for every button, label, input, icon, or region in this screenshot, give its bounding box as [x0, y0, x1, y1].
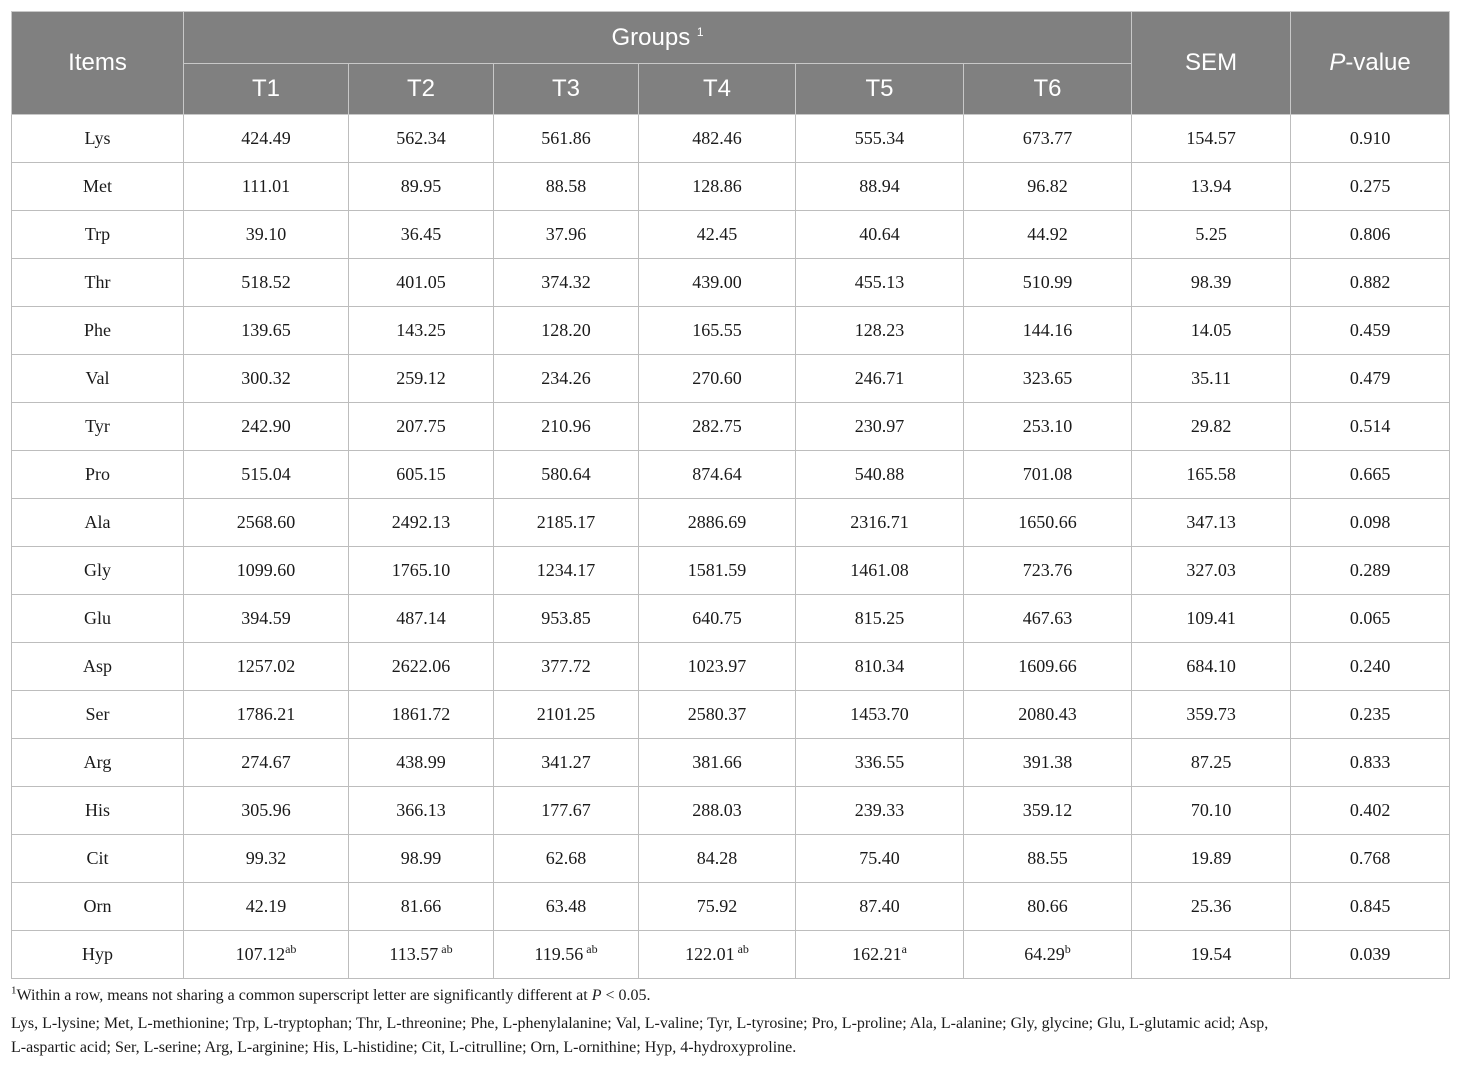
- value-cell: 605.15: [349, 451, 494, 499]
- value-cell: 81.66: [349, 883, 494, 931]
- item-cell: Val: [12, 355, 184, 403]
- value-cell: 239.33: [796, 787, 964, 835]
- value-cell: 515.04: [184, 451, 349, 499]
- footnote-superscript: 1: [11, 984, 17, 997]
- value-cell: 953.85: [494, 595, 639, 643]
- significance-superscript: b: [1064, 942, 1071, 956]
- header-row-top: [12, 12, 1450, 64]
- footnote-abbreviations-line1: Lys, L-lysine; Met, L-methionine; Trp, L-tryptophan; Thr, L-threonine; Phe, L-phenylalanine; Val, L-valine; Tyr, L-tyrosine; Pro, L-proline; Ala, L-alanine; Gly, glycine; Glu, L-glutamic acid; Asp,: [11, 1015, 1269, 1032]
- value-cell: 42.45: [639, 211, 796, 259]
- value-cell: 377.72: [494, 643, 639, 691]
- p-value-cell: 0.289: [1291, 547, 1450, 595]
- p-value-cell: 0.910: [1291, 115, 1450, 163]
- table-body: [12, 115, 1450, 979]
- footnote-text-b: < 0.05.: [601, 987, 651, 1004]
- p-value-cell: 0.665: [1291, 451, 1450, 499]
- table-row: [12, 211, 1450, 259]
- col-header-t4: T4: [639, 64, 796, 115]
- value-cell: 75.40: [796, 835, 964, 883]
- value-cell: 1786.21: [184, 691, 349, 739]
- items-header: Items: [12, 12, 184, 115]
- value-cell: [796, 931, 964, 979]
- item-cell: Tyr: [12, 403, 184, 451]
- value-cell: 815.25: [796, 595, 964, 643]
- value-cell: 336.55: [796, 739, 964, 787]
- value-text: 162.21: [852, 944, 902, 964]
- col-header-t3: T3: [494, 64, 639, 115]
- value-cell: 374.32: [494, 259, 639, 307]
- footnote-significance: [11, 984, 1451, 1008]
- sem-cell: 70.10: [1132, 787, 1291, 835]
- p-value-cell: 0.065: [1291, 595, 1450, 643]
- p-value-cell: 0.275: [1291, 163, 1450, 211]
- value-cell: 128.23: [796, 307, 964, 355]
- sem-cell: 109.41: [1132, 595, 1291, 643]
- value-cell: 439.00: [639, 259, 796, 307]
- col-header-t5: T5: [796, 64, 964, 115]
- value-cell: 810.34: [796, 643, 964, 691]
- p-value-cell: 0.845: [1291, 883, 1450, 931]
- p-value-header: [1291, 12, 1450, 115]
- value-cell: 128.86: [639, 163, 796, 211]
- value-cell: 111.01: [184, 163, 349, 211]
- groups-label: Groups: [611, 23, 691, 51]
- value-cell: 359.12: [964, 787, 1132, 835]
- value-cell: 2101.25: [494, 691, 639, 739]
- significance-superscript: ab: [438, 942, 453, 956]
- value-cell: 323.65: [964, 355, 1132, 403]
- footnote-p-letter: P: [591, 987, 602, 1004]
- value-cell: 288.03: [639, 787, 796, 835]
- value-cell: 274.67: [184, 739, 349, 787]
- value-cell: 1023.97: [639, 643, 796, 691]
- value-cell: 438.99: [349, 739, 494, 787]
- value-text: 119.56: [534, 944, 584, 964]
- sem-cell: 98.39: [1132, 259, 1291, 307]
- value-cell: 210.96: [494, 403, 639, 451]
- value-cell: 84.28: [639, 835, 796, 883]
- table-row: [12, 835, 1450, 883]
- value-cell: 341.27: [494, 739, 639, 787]
- table-row: [12, 787, 1450, 835]
- value-cell: [349, 931, 494, 979]
- sem-cell: 165.58: [1132, 451, 1291, 499]
- p-value-cell: 0.240: [1291, 643, 1450, 691]
- p-value-cell: 0.806: [1291, 211, 1450, 259]
- footnote-abbreviations-line2: L-aspartic acid; Ser, L-serine; Arg, L-arginine; His, L-histidine; Cit, L-citrulline; Orn, L-ornithine; Hyp, 4-hydroxyproline.: [11, 1039, 797, 1056]
- value-cell: 75.92: [639, 883, 796, 931]
- significance-superscript: ab: [734, 942, 749, 956]
- value-cell: 253.10: [964, 403, 1132, 451]
- footnote-text-a: Within a row, means not sharing a common superscript letter are significantly different at: [16, 987, 592, 1004]
- p-value-cell: 0.479: [1291, 355, 1450, 403]
- table-row: [12, 595, 1450, 643]
- value-cell: 282.75: [639, 403, 796, 451]
- p-value-cell: 0.098: [1291, 499, 1450, 547]
- table-row: [12, 115, 1450, 163]
- value-text: 113.57: [389, 944, 439, 964]
- value-cell: 455.13: [796, 259, 964, 307]
- value-cell: 37.96: [494, 211, 639, 259]
- item-cell: Ser: [12, 691, 184, 739]
- item-cell: Cit: [12, 835, 184, 883]
- p-value-cell: 0.514: [1291, 403, 1450, 451]
- value-cell: 487.14: [349, 595, 494, 643]
- value-cell: 88.58: [494, 163, 639, 211]
- value-text: 107.12: [235, 944, 286, 964]
- value-cell: 139.65: [184, 307, 349, 355]
- col-header-t1: T1: [184, 64, 349, 115]
- sem-cell: 684.10: [1132, 643, 1291, 691]
- value-cell: 36.45: [349, 211, 494, 259]
- value-cell: 510.99: [964, 259, 1132, 307]
- value-cell: 234.26: [494, 355, 639, 403]
- value-cell: 89.95: [349, 163, 494, 211]
- item-cell: Met: [12, 163, 184, 211]
- col-header-t2: T2: [349, 64, 494, 115]
- value-cell: [494, 931, 639, 979]
- value-cell: 99.32: [184, 835, 349, 883]
- value-cell: 1650.66: [964, 499, 1132, 547]
- p-value-cell: 0.882: [1291, 259, 1450, 307]
- value-cell: [964, 931, 1132, 979]
- value-cell: 270.60: [639, 355, 796, 403]
- value-cell: 555.34: [796, 115, 964, 163]
- value-cell: 44.92: [964, 211, 1132, 259]
- sem-cell: 19.54: [1132, 931, 1291, 979]
- p-value-cell: 0.833: [1291, 739, 1450, 787]
- item-cell: Trp: [12, 211, 184, 259]
- significance-superscript: a: [901, 942, 907, 956]
- value-cell: 366.13: [349, 787, 494, 835]
- value-cell: 88.94: [796, 163, 964, 211]
- value-cell: 1453.70: [796, 691, 964, 739]
- value-cell: 2580.37: [639, 691, 796, 739]
- sem-cell: 29.82: [1132, 403, 1291, 451]
- p-value-cell: 0.402: [1291, 787, 1450, 835]
- amino-acid-table: [11, 11, 1450, 979]
- value-cell: 467.63: [964, 595, 1132, 643]
- sem-cell: 19.89: [1132, 835, 1291, 883]
- value-cell: 673.77: [964, 115, 1132, 163]
- value-cell: 80.66: [964, 883, 1132, 931]
- table-row: [12, 931, 1450, 979]
- sem-cell: 154.57: [1132, 115, 1291, 163]
- value-cell: [639, 931, 796, 979]
- value-cell: 165.55: [639, 307, 796, 355]
- value-cell: 1234.17: [494, 547, 639, 595]
- p-value-cell: 0.039: [1291, 931, 1450, 979]
- item-cell: Asp: [12, 643, 184, 691]
- item-cell: Gly: [12, 547, 184, 595]
- value-cell: 540.88: [796, 451, 964, 499]
- value-cell: 424.49: [184, 115, 349, 163]
- value-cell: 96.82: [964, 163, 1132, 211]
- value-cell: 391.38: [964, 739, 1132, 787]
- value-cell: 701.08: [964, 451, 1132, 499]
- table-row: [12, 739, 1450, 787]
- value-cell: 230.97: [796, 403, 964, 451]
- value-cell: 144.16: [964, 307, 1132, 355]
- sem-cell: 5.25: [1132, 211, 1291, 259]
- table-row: [12, 259, 1450, 307]
- value-cell: 580.64: [494, 451, 639, 499]
- p-letter: P: [1329, 49, 1346, 76]
- sem-cell: 87.25: [1132, 739, 1291, 787]
- value-cell: 39.10: [184, 211, 349, 259]
- value-cell: 87.40: [796, 883, 964, 931]
- value-cell: 561.86: [494, 115, 639, 163]
- table-row: [12, 499, 1450, 547]
- item-cell: His: [12, 787, 184, 835]
- value-cell: 1765.10: [349, 547, 494, 595]
- table-row: [12, 451, 1450, 499]
- table-row: [12, 691, 1450, 739]
- value-cell: 381.66: [639, 739, 796, 787]
- groups-header: [184, 12, 1132, 64]
- value-cell: 177.67: [494, 787, 639, 835]
- value-cell: 305.96: [184, 787, 349, 835]
- p-value-cell: 0.459: [1291, 307, 1450, 355]
- value-cell: 723.76: [964, 547, 1132, 595]
- significance-superscript: ab: [285, 942, 297, 956]
- value-cell: 640.75: [639, 595, 796, 643]
- value-cell: 63.48: [494, 883, 639, 931]
- value-text: 122.01: [685, 944, 735, 964]
- value-cell: 143.25: [349, 307, 494, 355]
- value-cell: 518.52: [184, 259, 349, 307]
- value-cell: 1609.66: [964, 643, 1132, 691]
- sem-cell: 327.03: [1132, 547, 1291, 595]
- value-cell: 482.46: [639, 115, 796, 163]
- sem-cell: 13.94: [1132, 163, 1291, 211]
- value-cell: 128.20: [494, 307, 639, 355]
- table-row: [12, 643, 1450, 691]
- value-cell: 2886.69: [639, 499, 796, 547]
- value-cell: 1461.08: [796, 547, 964, 595]
- sem-cell: 14.05: [1132, 307, 1291, 355]
- value-cell: 1581.59: [639, 547, 796, 595]
- value-cell: 2080.43: [964, 691, 1132, 739]
- item-cell: Glu: [12, 595, 184, 643]
- value-cell: 62.68: [494, 835, 639, 883]
- item-cell: Orn: [12, 883, 184, 931]
- table-row: [12, 307, 1450, 355]
- col-header-t6: T6: [964, 64, 1132, 115]
- item-cell: Hyp: [12, 931, 184, 979]
- item-cell: Thr: [12, 259, 184, 307]
- item-cell: Pro: [12, 451, 184, 499]
- value-cell: 2568.60: [184, 499, 349, 547]
- sem-header: SEM: [1132, 12, 1291, 115]
- sem-cell: 35.11: [1132, 355, 1291, 403]
- sem-cell: 25.36: [1132, 883, 1291, 931]
- table-row: [12, 403, 1450, 451]
- value-cell: 40.64: [796, 211, 964, 259]
- value-cell: [184, 931, 349, 979]
- value-cell: 246.71: [796, 355, 964, 403]
- value-cell: 259.12: [349, 355, 494, 403]
- value-cell: 98.99: [349, 835, 494, 883]
- value-cell: 2316.71: [796, 499, 964, 547]
- value-cell: 2185.17: [494, 499, 639, 547]
- value-cell: 300.32: [184, 355, 349, 403]
- table-row: [12, 883, 1450, 931]
- value-cell: 88.55: [964, 835, 1132, 883]
- value-cell: 42.19: [184, 883, 349, 931]
- value-cell: 1099.60: [184, 547, 349, 595]
- value-cell: 207.75: [349, 403, 494, 451]
- p-value-cell: 0.768: [1291, 835, 1450, 883]
- value-cell: 1861.72: [349, 691, 494, 739]
- value-cell: 874.64: [639, 451, 796, 499]
- value-cell: 2622.06: [349, 643, 494, 691]
- value-cell: 562.34: [349, 115, 494, 163]
- sem-cell: 347.13: [1132, 499, 1291, 547]
- item-cell: Arg: [12, 739, 184, 787]
- p-value-suffix: -value: [1345, 49, 1411, 76]
- item-cell: Phe: [12, 307, 184, 355]
- p-value-cell: 0.235: [1291, 691, 1450, 739]
- item-cell: Lys: [12, 115, 184, 163]
- sem-cell: 359.73: [1132, 691, 1291, 739]
- value-cell: 2492.13: [349, 499, 494, 547]
- groups-superscript: 1: [696, 24, 704, 39]
- item-cell: Ala: [12, 499, 184, 547]
- table-row: [12, 163, 1450, 211]
- table-row: [12, 547, 1450, 595]
- table-row: [12, 355, 1450, 403]
- value-text: 64.29: [1024, 944, 1065, 964]
- value-cell: 242.90: [184, 403, 349, 451]
- significance-superscript: ab: [583, 942, 598, 956]
- value-cell: 401.05: [349, 259, 494, 307]
- value-cell: 394.59: [184, 595, 349, 643]
- value-cell: 1257.02: [184, 643, 349, 691]
